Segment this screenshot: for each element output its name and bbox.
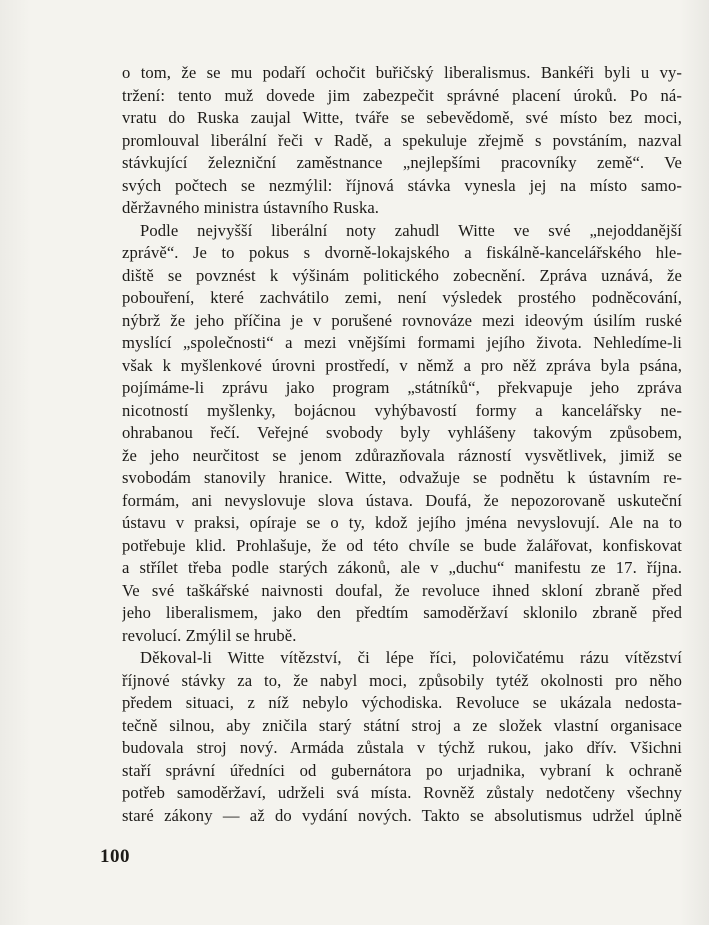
text-line: Ve své taškářské naivnosti doufal, že revoluce ihned skloní zbraně před (122, 580, 682, 600)
text-line: tržení: tento muž dovede jim zabezpečit správné placení úroků. Po ná- (122, 85, 682, 105)
text-line: předem situaci, z níž nebylo východiska. Revoluce se ukázala nedosta- (122, 693, 682, 712)
text-line: promlouval liberální řeči v Radě, a spekuluje zřejmě s povstáním, nazval (122, 130, 682, 150)
text-line: stávkující železniční zaměstnance „nejlepšími pracovníky země“. Ve (122, 153, 682, 172)
text-line: o tom, že se mu podaří ochočit buřičský liberalismus. Bankéři byli u vy- (122, 63, 682, 82)
text-line: myslící „společnosti“ a mezi vnějšími formami jejího života. Nehledíme-li (122, 333, 682, 352)
text-line: svých počtech se nezmýlil: říjnová stávka vynesla jej na místo samo- (122, 175, 682, 195)
text-line: nýbrž že jeho příčina je v porušené rovnováze mezi ideovým úsilím ruské (122, 310, 682, 330)
text-line: staré zákony — až do vydání nových. Takto se absolutismus udržel úplně (122, 805, 682, 825)
text-line: pojímáme-li zprávu jako program „státníků“, překvapuje jeho zpráva (122, 378, 682, 397)
page-number: 100 (100, 846, 130, 867)
text-line: jeho liberalismem, jako den předtím samoděržaví sklonilo zbraně před (122, 603, 682, 622)
text-line: říjnové stávky za to, že nabyl moci, způsobily tytéž okolnosti pro něho (122, 670, 682, 690)
text-line: ústavu v praksi, opíraje se o ty, kdož jejího jména nevyslovují. Ale na to (122, 513, 682, 532)
text-line: nicotností myšlenky, bojácnou vyhýbavostí formy a kancelářsky ne- (122, 400, 682, 420)
text-line: ohrabanou řečí. Veřejné svobody byly vyhlášeny takovým způsobem, (122, 423, 682, 442)
text-line: a střílet třeba podle starých zákonů, ale v „duchu“ manifestu ze 17. října. (122, 558, 682, 577)
text-line: staří správní úředníci od gubernátora po urjadnika, vybraní k ochraně (122, 760, 682, 780)
text-line: zprávě“. Je to pokus s dvorně-lokajského a fiskálně-kancelářského hle- (122, 243, 682, 262)
text-line: budovala stroj nový. Armáda zůstala v týchž rukou, jako dřív. Všichni (122, 738, 682, 757)
text-line: že jeho neurčitost se jenom zdůrazňovala rázností vysvětlivek, jimiž se (122, 445, 682, 465)
text-line: děržavného ministra ústavního Ruska. (122, 198, 380, 217)
text-line: Děkoval-li Witte vítězství, či lépe říci, polovičatému rázu vítězství (140, 648, 682, 667)
text-line: potřebuje klid. Prohlašuje, že od této chvíle se bude žalářovat, konfiskovat (122, 535, 682, 555)
text-line: svobodám stanovily hranice. Witte, odvažuje se podnětu k ústavním re- (122, 468, 682, 487)
text-line: diště se povznést k výšinám politického zobecnění. Zpráva uznává, že (122, 265, 682, 285)
text-line: revolucí. Zmýlil se hrubě. (122, 625, 297, 645)
text-line: však k myšlenkové úrovni prostředí, v němž a pro něž zpráva byla psána, (122, 355, 682, 375)
text-line: potřeb samoděržaví, udrželi svá místa. Rovněž zůstaly nedotčeny všechny (122, 783, 682, 802)
text-line: Podle nejvyšší liberální noty zahudl Witte ve své „nejoddanější (140, 220, 682, 240)
body-text (122, 62, 682, 827)
text-line: pobouření, které zachvátilo zemi, není výsledek prostého podněcování, (122, 288, 682, 307)
text-line: vratu do Ruska zaujal Witte, tváře se sebevědomě, své místo bez moci, (122, 108, 682, 127)
text-line: formám, ani nevyslovuje slova ústava. Doufá, že nepozorovaně uskuteční (122, 490, 682, 510)
text-line: tečně silnou, aby zničila starý státní stroj a ze složek vlastní organisace (122, 715, 682, 735)
